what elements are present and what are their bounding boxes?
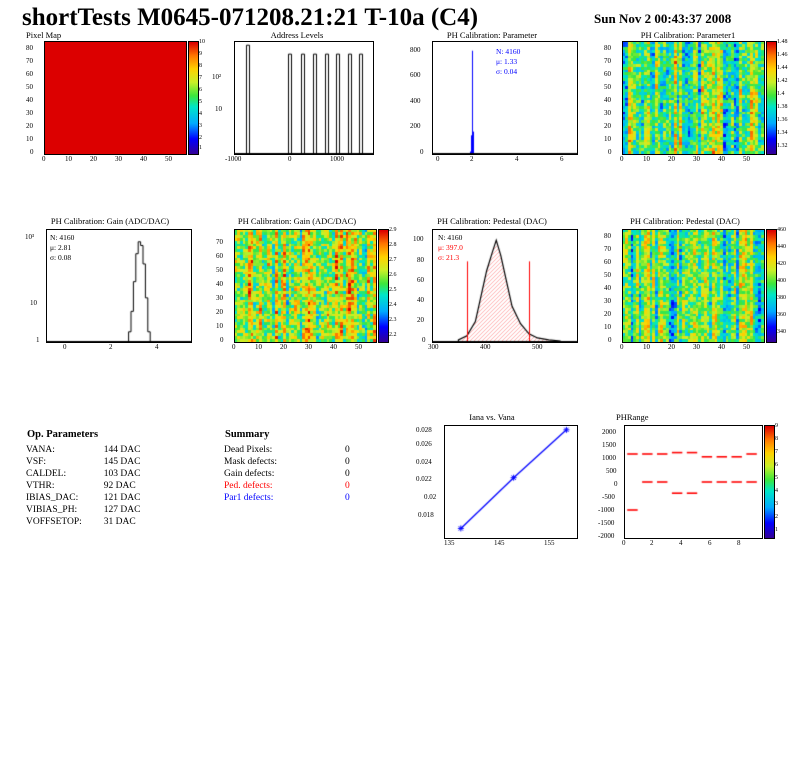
ytick: 0 bbox=[422, 336, 426, 344]
ytick: 80 bbox=[604, 232, 611, 240]
ytick: 70 bbox=[216, 238, 223, 246]
xtick: 1000 bbox=[330, 155, 344, 163]
colorbar-tick: 3 bbox=[775, 501, 778, 507]
stat-sigma: σ: 0.04 bbox=[496, 67, 518, 76]
xtick: 500 bbox=[532, 343, 543, 351]
panel-phrange bbox=[598, 412, 790, 548]
panel-pixel-map bbox=[22, 30, 205, 163]
ytick: 10³ bbox=[25, 233, 35, 241]
colorbar-tick: 5 bbox=[199, 99, 202, 105]
panel-title: PH Calibration: Parameter1 bbox=[640, 30, 736, 40]
param-name: CALDEL: bbox=[26, 469, 67, 479]
ytick: 0 bbox=[30, 148, 34, 156]
table-row bbox=[26, 492, 140, 504]
xtick: 20 bbox=[668, 343, 675, 351]
ytick: 1500 bbox=[602, 441, 616, 449]
colorbar-tick: 2.5 bbox=[389, 287, 397, 293]
ytick: 60 bbox=[604, 70, 611, 78]
ytick: -1000 bbox=[598, 506, 615, 514]
ytick: 20 bbox=[216, 308, 223, 316]
panel-gain-hist bbox=[22, 216, 198, 351]
panel-title: Address Levels bbox=[270, 30, 324, 40]
ytick: 60 bbox=[604, 258, 611, 266]
ytick: 60 bbox=[417, 276, 424, 284]
colorbar-tick: 9 bbox=[199, 51, 202, 57]
colorbar-tick: 2.2 bbox=[389, 332, 397, 338]
param-name: VTHR: bbox=[26, 481, 55, 491]
colorbar-tick: 1.46 bbox=[777, 52, 788, 58]
ytick: 70 bbox=[604, 57, 611, 65]
xtick: 40 bbox=[330, 343, 337, 351]
panel-pedestal-hist bbox=[404, 216, 580, 351]
summary-name: Mask defects: bbox=[224, 457, 278, 467]
ytick: 70 bbox=[26, 57, 33, 65]
xtick: 145 bbox=[494, 539, 505, 547]
colorbar-tick: 420 bbox=[777, 261, 786, 267]
xtick: 40 bbox=[718, 155, 725, 163]
param-value: 145 DAC bbox=[103, 457, 141, 467]
xtick: 50 bbox=[355, 343, 362, 351]
ytick: 80 bbox=[26, 44, 33, 52]
op-parameters-heading: Op. Parameters bbox=[27, 429, 99, 440]
ytick: 20 bbox=[417, 316, 424, 324]
colorbar-tick: 6 bbox=[199, 87, 202, 93]
ytick: 0.024 bbox=[416, 458, 432, 466]
iana-vs-vana-plot bbox=[444, 425, 578, 539]
colorbar-tick: 1.32 bbox=[777, 143, 788, 149]
param-value: 127 DAC bbox=[103, 505, 141, 515]
xtick: 400 bbox=[480, 343, 491, 351]
colorbar-tick: 1.48 bbox=[777, 39, 788, 45]
ytick: 1000 bbox=[602, 454, 616, 462]
ytick: 0 bbox=[614, 480, 618, 488]
xtick: 0 bbox=[620, 343, 624, 351]
summary-value: 0 bbox=[345, 457, 350, 467]
colorbar-tick: 2.3 bbox=[389, 317, 397, 323]
ytick: 40 bbox=[604, 96, 611, 104]
colorbar-tick: 8 bbox=[775, 436, 778, 442]
summary-table bbox=[224, 428, 394, 504]
xtick: 10 bbox=[643, 343, 650, 351]
ytick: 800 bbox=[410, 46, 421, 54]
xtick: 6 bbox=[560, 155, 564, 163]
xtick: 0 bbox=[436, 155, 440, 163]
xtick: 50 bbox=[743, 343, 750, 351]
colorbar-tick: 1.34 bbox=[777, 130, 788, 136]
summary-value: 0 bbox=[345, 493, 350, 503]
panel-title: PH Calibration: Pedestal (DAC) bbox=[437, 216, 547, 226]
table-row bbox=[224, 444, 350, 456]
xtick: 4 bbox=[679, 539, 683, 547]
ytick: 0 bbox=[420, 148, 424, 156]
colorbar-tick: 3 bbox=[199, 123, 202, 129]
colorbar-tick: 10 bbox=[199, 39, 205, 45]
colorbar-tick: 1.42 bbox=[777, 78, 788, 84]
colorbar-tick: 1 bbox=[199, 145, 202, 151]
xtick: 40 bbox=[718, 343, 725, 351]
xtick: 300 bbox=[428, 343, 439, 351]
page-title: shortTests M0645-071208.21:21 T-10a (C4) bbox=[22, 4, 479, 31]
ytick: -1500 bbox=[598, 519, 615, 527]
colorbar-tick: 2.9 bbox=[389, 227, 397, 233]
stat-n: N: 4160 bbox=[496, 47, 521, 56]
panel-title: PH Calibration: Parameter bbox=[446, 30, 538, 40]
ytick: 600 bbox=[410, 71, 421, 79]
ytick: 60 bbox=[216, 252, 223, 260]
ytick: 40 bbox=[216, 280, 223, 288]
table-row bbox=[26, 516, 140, 528]
xtick: 40 bbox=[140, 155, 147, 163]
ytick: 50 bbox=[604, 271, 611, 279]
panel-gain-map bbox=[212, 216, 402, 351]
colorbar-tick: 2.6 bbox=[389, 272, 397, 278]
table-row bbox=[26, 444, 140, 456]
colorbar-tick: 340 bbox=[777, 329, 786, 335]
ytick: 80 bbox=[417, 256, 424, 264]
param-name: IBIAS_DAC: bbox=[26, 493, 79, 503]
colorbar bbox=[766, 41, 777, 155]
summary-value: 0 bbox=[345, 469, 350, 479]
ytick: 400 bbox=[410, 97, 421, 105]
table-row bbox=[26, 456, 140, 468]
xtick: -1000 bbox=[225, 155, 242, 163]
ytick: 50 bbox=[216, 266, 223, 274]
ytick: 100 bbox=[413, 235, 424, 243]
stat-box bbox=[50, 233, 74, 263]
stat-sigma: σ: 0.08 bbox=[50, 253, 72, 262]
table-row bbox=[26, 504, 140, 516]
ytick: 10 bbox=[604, 323, 611, 331]
param-name: VANA: bbox=[26, 445, 55, 455]
gain-map-plot bbox=[234, 229, 377, 343]
ytick: 60 bbox=[26, 70, 33, 78]
ytick: 40 bbox=[417, 296, 424, 304]
ytick: 50 bbox=[26, 83, 33, 91]
colorbar-tick: 1.4 bbox=[777, 91, 785, 97]
phrange-plot bbox=[624, 425, 763, 539]
pedestal-map-plot bbox=[622, 229, 765, 343]
xtick: 30 bbox=[693, 155, 700, 163]
colorbar-tick: 4 bbox=[775, 488, 778, 494]
timestamp: Sun Nov 2 00:43:37 2008 bbox=[594, 11, 732, 26]
xtick: 2 bbox=[109, 343, 113, 351]
colorbar-tick: 1 bbox=[775, 527, 778, 533]
ytick: 40 bbox=[604, 284, 611, 292]
summary-name: Gain defects: bbox=[224, 469, 275, 479]
table-row bbox=[224, 480, 350, 492]
ytick: 0 bbox=[608, 148, 612, 156]
xtick: 10 bbox=[65, 155, 72, 163]
xtick: 20 bbox=[90, 155, 97, 163]
stat-mu: μ: 2.81 bbox=[50, 243, 72, 252]
stat-mu: μ: 397.0 bbox=[438, 243, 463, 252]
ytick: 500 bbox=[606, 467, 617, 475]
panel-address-levels bbox=[212, 30, 378, 163]
xtick: 8 bbox=[737, 539, 741, 547]
ytick: 0.022 bbox=[416, 475, 432, 483]
colorbar-tick: 5 bbox=[775, 475, 778, 481]
ytick: 10 bbox=[30, 299, 37, 307]
stat-box bbox=[438, 233, 463, 263]
ytick: 2000 bbox=[602, 428, 616, 436]
xtick: 0 bbox=[288, 155, 292, 163]
xtick: 0 bbox=[622, 539, 626, 547]
panel-title: Pixel Map bbox=[26, 30, 62, 40]
pixel-map-plot bbox=[44, 41, 187, 155]
table-row bbox=[224, 492, 350, 504]
xtick: 6 bbox=[708, 539, 712, 547]
ytick: 0 bbox=[608, 336, 612, 344]
ytick: 10² bbox=[212, 73, 222, 81]
param-value: 121 DAC bbox=[103, 493, 141, 503]
summary-value: 0 bbox=[345, 445, 350, 455]
param-name: VIBIAS_PH: bbox=[26, 505, 78, 515]
colorbar-tick: 360 bbox=[777, 312, 786, 318]
xtick: 20 bbox=[280, 343, 287, 351]
ytick: 40 bbox=[26, 96, 33, 104]
xtick: 0 bbox=[232, 343, 236, 351]
colorbar-tick: 460 bbox=[777, 227, 786, 233]
ytick: 70 bbox=[604, 245, 611, 253]
ytick: 80 bbox=[604, 44, 611, 52]
ytick: 10 bbox=[26, 135, 33, 143]
colorbar-tick: 400 bbox=[777, 278, 786, 284]
colorbar-tick: 4 bbox=[199, 111, 202, 117]
xtick: 135 bbox=[444, 539, 455, 547]
xtick: 20 bbox=[668, 155, 675, 163]
colorbar-tick: 2 bbox=[199, 135, 202, 141]
xtick: 4 bbox=[515, 155, 519, 163]
ytick: 30 bbox=[216, 294, 223, 302]
colorbar-tick: 380 bbox=[777, 295, 786, 301]
ytick: 20 bbox=[26, 122, 33, 130]
address-levels-plot bbox=[234, 41, 374, 155]
stat-n: N: 4160 bbox=[50, 233, 75, 242]
colorbar-tick: 9 bbox=[775, 423, 778, 429]
colorbar-tick: 2.8 bbox=[389, 242, 397, 248]
colorbar-tick: 2.4 bbox=[389, 302, 397, 308]
summary-value: 0 bbox=[345, 481, 350, 491]
ytick: 0.028 bbox=[416, 426, 432, 434]
param-value: 92 DAC bbox=[103, 481, 136, 491]
xtick: 2 bbox=[650, 539, 654, 547]
op-parameters-table bbox=[26, 428, 196, 528]
param-value: 31 DAC bbox=[103, 517, 136, 527]
ytick: 30 bbox=[604, 109, 611, 117]
ytick: 1 bbox=[36, 336, 40, 344]
table-row bbox=[26, 468, 140, 480]
summary-name: Ped. defects: bbox=[224, 481, 273, 491]
table-row bbox=[26, 480, 140, 492]
panel-pedestal-map bbox=[600, 216, 790, 351]
xtick: 50 bbox=[165, 155, 172, 163]
panel-title: PH Calibration: Pedestal (DAC) bbox=[630, 216, 740, 226]
panel-ph-parameter1-map bbox=[600, 30, 790, 163]
ytick: 10 bbox=[215, 105, 222, 113]
panel-iana-vs-vana bbox=[404, 412, 580, 548]
xtick: 30 bbox=[305, 343, 312, 351]
table-row bbox=[224, 456, 350, 468]
ytick: 200 bbox=[410, 122, 421, 130]
panel-title: PHRange bbox=[616, 412, 649, 422]
summary-name: Par1 defects: bbox=[224, 493, 274, 503]
xtick: 2 bbox=[470, 155, 474, 163]
colorbar-tick: 8 bbox=[199, 63, 202, 69]
xtick: 0 bbox=[42, 155, 46, 163]
xtick: 0 bbox=[620, 155, 624, 163]
xtick: 10 bbox=[255, 343, 262, 351]
xtick: 0 bbox=[63, 343, 67, 351]
xtick: 155 bbox=[544, 539, 555, 547]
colorbar-tick: 6 bbox=[775, 462, 778, 468]
panel-title: PH Calibration: Gain (ADC/DAC) bbox=[237, 216, 357, 226]
xtick: 30 bbox=[693, 343, 700, 351]
colorbar-tick: 7 bbox=[199, 75, 202, 81]
colorbar-tick: 1.44 bbox=[777, 65, 788, 71]
colorbar-tick: 440 bbox=[777, 244, 786, 250]
param-name: VSF: bbox=[26, 457, 47, 467]
colorbar bbox=[378, 229, 389, 343]
stat-box bbox=[496, 47, 520, 77]
colorbar-tick: 7 bbox=[775, 449, 778, 455]
ytick: 20 bbox=[604, 122, 611, 130]
ph-parameter1-map-plot bbox=[622, 41, 765, 155]
colorbar-tick: 2 bbox=[775, 514, 778, 520]
xtick: 50 bbox=[743, 155, 750, 163]
stat-sigma: σ: 21.3 bbox=[438, 253, 460, 262]
param-name: VOFFSETOP: bbox=[26, 517, 82, 527]
xtick: 10 bbox=[643, 155, 650, 163]
ytick: 30 bbox=[26, 109, 33, 117]
colorbar bbox=[188, 41, 199, 155]
ytick: -500 bbox=[602, 493, 615, 501]
summary-name: Dead Pixels: bbox=[224, 445, 273, 455]
ytick: 0 bbox=[220, 336, 224, 344]
colorbar-tick: 1.36 bbox=[777, 117, 788, 123]
ytick: 0.026 bbox=[416, 440, 432, 448]
xtick: 4 bbox=[155, 343, 159, 351]
param-value: 144 DAC bbox=[103, 445, 141, 455]
colorbar bbox=[764, 425, 775, 539]
stat-mu: μ: 1.33 bbox=[496, 57, 518, 66]
ytick: -2000 bbox=[598, 532, 615, 540]
ytick: 10 bbox=[216, 322, 223, 330]
ytick: 30 bbox=[604, 297, 611, 305]
colorbar bbox=[766, 229, 777, 343]
xtick: 30 bbox=[115, 155, 122, 163]
ytick: 0.018 bbox=[418, 511, 434, 519]
panel-title: Iana vs. Vana bbox=[469, 412, 515, 422]
colorbar-tick: 2.7 bbox=[389, 257, 397, 263]
ytick: 20 bbox=[604, 310, 611, 318]
param-value: 103 DAC bbox=[103, 469, 141, 479]
ytick: 10 bbox=[604, 135, 611, 143]
summary-heading: Summary bbox=[225, 429, 270, 440]
ytick: 50 bbox=[604, 83, 611, 91]
panel-ph-parameter bbox=[404, 30, 580, 163]
panel-title: PH Calibration: Gain (ADC/DAC) bbox=[50, 216, 170, 226]
colorbar-tick: 1.38 bbox=[777, 104, 788, 110]
stat-n: N: 4160 bbox=[438, 233, 463, 242]
ytick: 0.02 bbox=[424, 493, 437, 501]
table-row bbox=[224, 468, 350, 480]
